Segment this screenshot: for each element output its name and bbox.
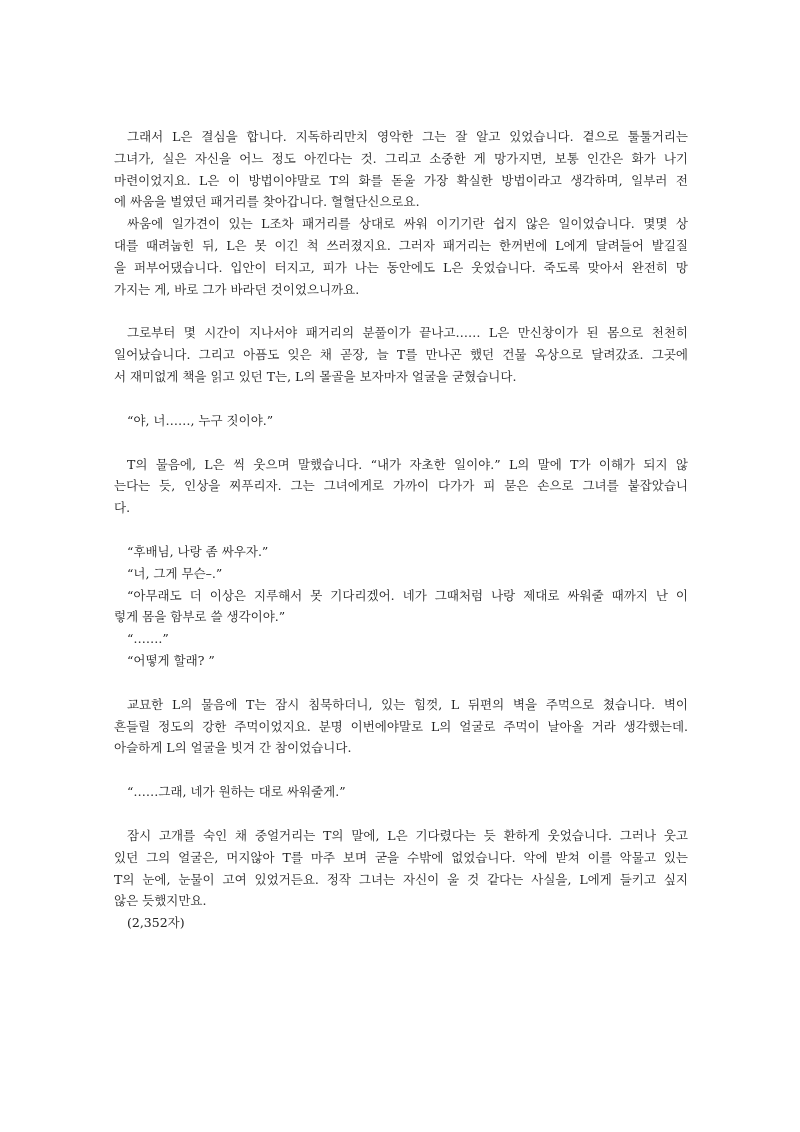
text-line: 잠시 고개를 숙인 채 중얼거리는 T의 말에, L은 기다렸다는 듯 환하게 웃었습니다. 그러나 웃고 bbox=[127, 827, 688, 843]
text-line: 대를 때려눕힌 뒤, L은 못 이긴 척 쓰러졌지요. 그러자 패거리는 한꺼번에 L에게 달려들어 발길질 bbox=[114, 237, 688, 253]
paragraph-5 bbox=[114, 694, 688, 759]
dialogue-line: “너, 그게 무슨–.” bbox=[127, 565, 223, 581]
text-line: 흔들릴 정도의 강한 주먹이었지요. 분명 이번에야말로 L의 얼굴로 주먹이 날아올 거라 생각했는데. bbox=[114, 718, 688, 734]
text-line: 아슬하게 L의 얼굴을 빗겨 간 참이었습니다. bbox=[114, 740, 352, 756]
paragraph-3 bbox=[114, 322, 688, 387]
document-body bbox=[114, 126, 688, 934]
paragraph-1 bbox=[114, 126, 688, 213]
dialogue-line: “야, 너……, 누구 짓이야.” bbox=[127, 412, 274, 428]
paragraph-gap bbox=[114, 672, 688, 694]
text-line: 그녀가, 실은 자신을 어느 정도 아낀다는 것. 그리고 소중한 게 망가지면, 보통 인간은 화가 나기 bbox=[114, 150, 688, 166]
dialogue-line: 렇게 몸을 함부로 쓸 생각이야.” bbox=[114, 609, 286, 625]
text-line: 다. bbox=[114, 500, 131, 516]
text-line: 그래서 L은 결심을 합니다. 지독하리만치 영악한 그는 잘 알고 있었습니다. 곁으로 툴툴거리는 bbox=[127, 129, 688, 144]
text-line: 마련이었지요. L은 이 방법이야말로 T의 화를 돋울 가장 확실한 방법이라고 생각하며, 일부러 전 bbox=[114, 172, 688, 188]
paragraph-gap bbox=[114, 803, 688, 825]
dialogue-line: “……그래, 네가 원하는 대로 싸워줄게.” bbox=[127, 784, 346, 800]
text-line: 일어났습니다. 그리고 아픔도 잊은 채 곧장, 늘 T를 만나곤 했던 건물 옥상으로 달려갔죠. 그곳에 bbox=[114, 347, 688, 363]
text-line: 교묘한 L의 물음에 T는 잠시 침묵하더니, 있는 힘껏, L 뒤편의 벽을 주먹으로 쳤습니다. 벽이 bbox=[127, 696, 688, 712]
text-line: 에 싸움을 벌였던 패거리를 찾아갑니다. 혈혈단신으로요. bbox=[114, 194, 420, 210]
paragraph-gap bbox=[114, 519, 688, 541]
paragraph-gap bbox=[114, 432, 688, 454]
text-line: 가지는 게, 바로 그가 바라던 것이었으니까요. bbox=[114, 281, 360, 297]
text-line: 는다는 듯, 인상을 찌푸리자. 그는 그녀에게로 가까이 다가가 피 묻은 손으로 그녀를 붙잡았습니 bbox=[114, 478, 688, 494]
paragraph-gap bbox=[114, 388, 688, 410]
text-line: 않은 듯했지만요. bbox=[114, 893, 207, 909]
character-count: (2,352자) bbox=[127, 915, 185, 931]
paragraph-gap bbox=[114, 300, 688, 322]
text-line: T의 물음에, L은 씩 웃으며 말했습니다. “내가 자초한 일이야.” L의 말에 T가 이해가 되지 않 bbox=[127, 456, 688, 472]
dialogue-line: “…….” bbox=[127, 631, 169, 647]
paragraph-2 bbox=[114, 213, 688, 300]
text-line: 그로부터 몇 시간이 지나서야 패거리의 분풀이가 끝나고…… L은 만신창이가 된 몸으로 천천히 bbox=[127, 325, 688, 341]
paragraph-gap bbox=[114, 759, 688, 781]
paragraph-6 bbox=[114, 825, 688, 912]
dialogue-1 bbox=[114, 410, 688, 432]
dialogue-2 bbox=[114, 781, 688, 803]
paragraph-4 bbox=[114, 454, 688, 519]
dialogue-line: “후배님, 나랑 좀 싸우자.” bbox=[127, 543, 269, 559]
dialogue-block bbox=[114, 541, 688, 672]
text-line: 있던 그의 얼굴은, 머지않아 T를 마주 보며 굳을 수밖에 없었습니다. 악에 받쳐 이를 악물고 있는 bbox=[114, 849, 688, 865]
dialogue-line: “아무래도 더 이상은 지루해서 못 기다리겠어. 네가 그때처럼 나랑 제대로 싸워줄 때까지 난 이 bbox=[127, 587, 688, 603]
text-line: T의 눈에, 눈물이 고여 있었거든요. 정작 그녀는 자신이 울 것 같다는 사실을, L에게 들키고 싶지 bbox=[114, 871, 688, 887]
text-line: 서 재미없게 책을 읽고 있던 T는, L의 몰골을 보자마자 얼굴을 굳혔습니다. bbox=[114, 368, 517, 384]
text-line: 싸움에 일가견이 있는 L조차 패거리를 상대로 싸워 이기기란 쉽지 않은 일이었습니다. 몇몇 상 bbox=[127, 216, 688, 232]
dialogue-line: “어떻게 할래? ” bbox=[127, 652, 215, 668]
text-line: 을 퍼부어댔습니다. 입안이 터지고, 피가 나는 동안에도 L은 웃었습니다. 죽도록 맞아서 완전히 망 bbox=[114, 259, 688, 275]
